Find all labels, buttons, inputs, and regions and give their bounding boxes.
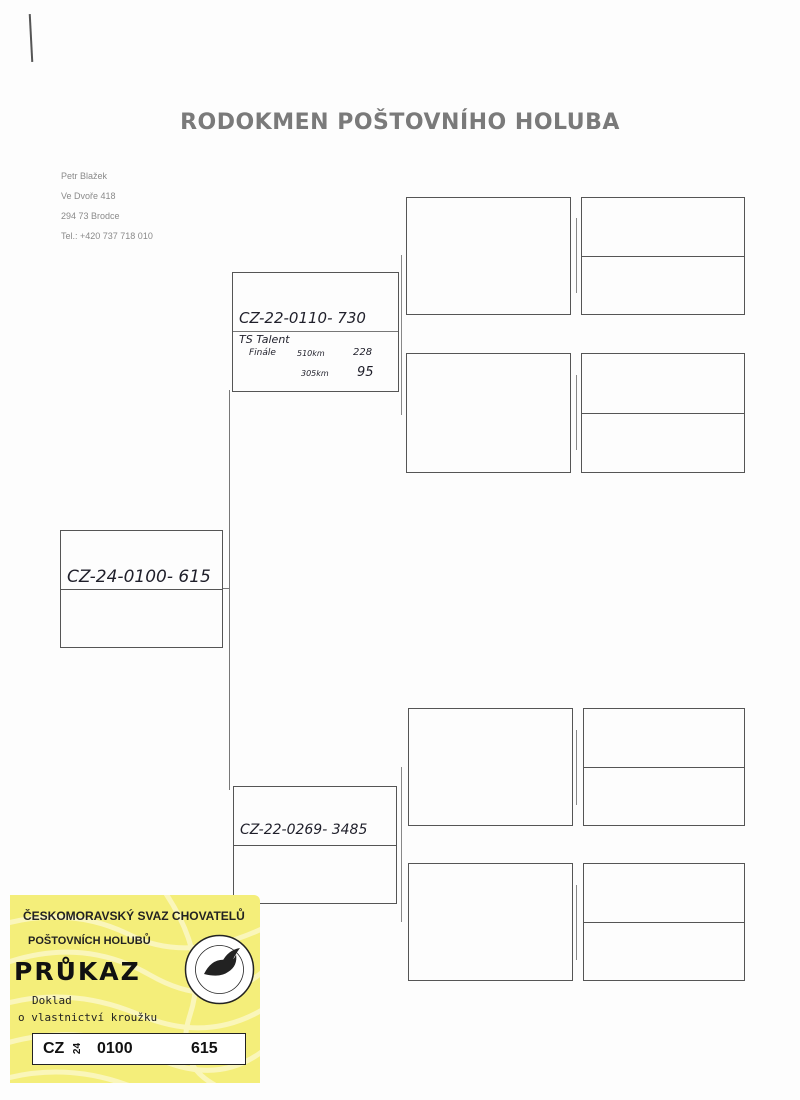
ring-number: 615 [191, 1040, 218, 1057]
trunk-line [229, 390, 230, 790]
sire-note-3-place: 95 [357, 365, 374, 380]
bracket-gg3 [576, 730, 577, 805]
great-grandparent-box-2 [581, 353, 745, 473]
dam-ring: CZ-22-0269- 3485 [240, 822, 368, 838]
granddam-dam-box [408, 863, 573, 981]
card-desc-line-1: Doklad [32, 994, 72, 1007]
sire-note-2-label: Finále [249, 348, 276, 358]
dam-box [233, 786, 397, 904]
owner-street: Ve Dvoře 418 [61, 191, 116, 201]
ring-country: CZ [43, 1040, 65, 1057]
card-heading: PRŮKAZ [14, 957, 141, 986]
bracket-dam [401, 767, 402, 922]
grandsire-dam-box [408, 708, 573, 826]
card-org-line-1: ČESKOMORAVSKÝ SVAZ CHOVATELŮ [23, 909, 245, 923]
card-org-line-2: POŠTOVNÍCH HOLUBŮ [28, 935, 151, 947]
svaz-seal-logo [182, 932, 257, 1007]
great-grandparent-box-4 [583, 863, 745, 981]
great-grandparent-box-1 [581, 197, 745, 315]
owner-city: 294 73 Brodce [61, 211, 120, 221]
document-title: RODOKMEN POŠTOVNÍHO HOLUBA [180, 110, 620, 135]
bracket-gg4 [576, 885, 577, 960]
bracket-gg1 [576, 218, 577, 293]
grandsire-sire-box [406, 197, 571, 315]
subject-ring: CZ-24-0100- 615 [67, 567, 211, 587]
sire-note-3-dist: 305km [301, 369, 329, 378]
subject-box [60, 530, 223, 648]
sire-note-2-dist: 510km [297, 349, 325, 358]
connector-subject [222, 588, 230, 589]
sire-note-2-place: 228 [353, 347, 373, 358]
granddam-sire-box [406, 353, 571, 473]
owner-name: Petr Blažek [61, 171, 108, 181]
ring-year: 24 [72, 1042, 84, 1055]
ring-number-box [32, 1033, 246, 1065]
card-desc-line-2: o vlastnictví kroužku [18, 1011, 158, 1024]
bracket-sire [401, 255, 402, 415]
owner-phone: Tel.: +420 737 718 010 [61, 231, 153, 241]
sire-ring: CZ-22-0110- 730 [239, 309, 366, 327]
sire-note-1: TS Talent [239, 333, 290, 346]
scan-mark [29, 14, 34, 62]
owner-block [61, 166, 153, 246]
ring-org: 0100 [97, 1040, 133, 1057]
sire-box [232, 272, 399, 392]
great-grandparent-box-3 [583, 708, 745, 826]
bracket-gg2 [576, 375, 577, 450]
ring-card [10, 895, 260, 1083]
